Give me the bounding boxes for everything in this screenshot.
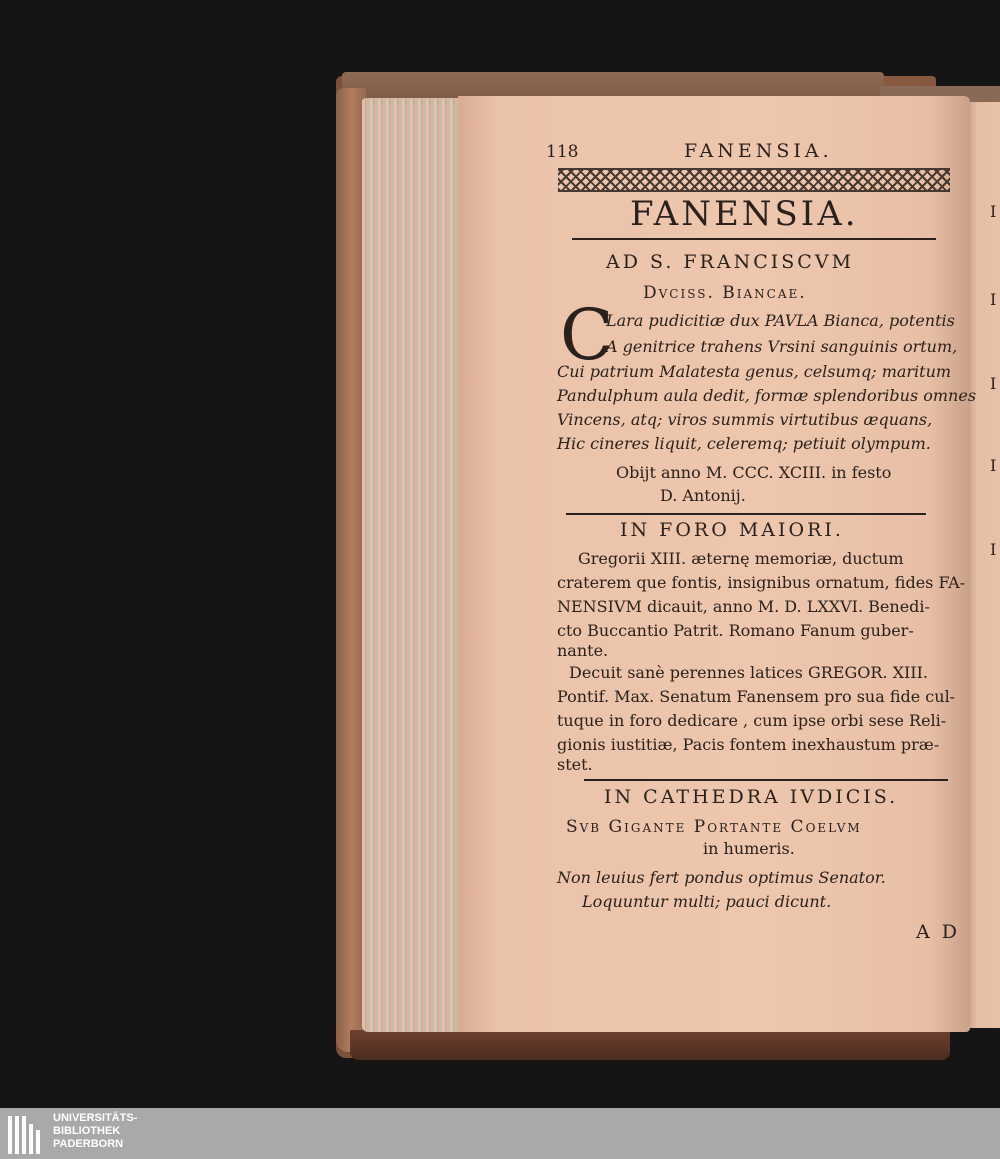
- prose-line: tuque in foro dedicare , cum ipse orbi sese Reli-: [557, 711, 947, 730]
- title-rule: [572, 238, 936, 240]
- prose-line: gionis iustitiæ, Pacis fontem inexhaustum præ-: [557, 735, 940, 754]
- decorative-ornament-band: [558, 168, 950, 192]
- cover-bottom-edge: [350, 1030, 950, 1060]
- library-footer-bar: [0, 1108, 1000, 1159]
- verse-line: Lara pudicitiæ dux PAVLA Bianca, potentis: [606, 311, 955, 330]
- verse-line: Non leuius fert pondus optimus Senator.: [557, 868, 886, 887]
- library-name-line: BIBLIOTHEK: [53, 1125, 121, 1137]
- verse-line: A genitrice trahens Vrsini sanguinis ortum,: [606, 337, 958, 356]
- verse-line: Cui patrium Malatesta genus, celsumq; maritum: [557, 362, 952, 381]
- obit-line: D. Antonij.: [660, 486, 746, 505]
- facing-page-glyph: I: [990, 202, 997, 221]
- section-rule: [566, 513, 926, 515]
- facing-page-glyph: I: [990, 290, 997, 309]
- facing-page-glyph: I: [990, 540, 997, 559]
- catchword: A D: [916, 921, 960, 943]
- drop-capital: C: [560, 294, 614, 376]
- verse-line: Hic cineres liquit, celeremq; petiuit olympum.: [557, 434, 931, 453]
- prose-line: Pontif. Max. Senatum Fanensem pro sua fide cul-: [557, 687, 956, 706]
- prose-line: cto Buccantio Patrit. Romano Fanum guber-: [557, 621, 914, 640]
- facing-page-glyph: I: [990, 374, 997, 393]
- prose-line: Gregorii XIII. æternę memoriæ, ductum: [578, 549, 904, 568]
- library-name-line: UNIVERSITÄTS-: [53, 1112, 138, 1124]
- page-number: 118: [546, 142, 579, 162]
- obit-line: Obijt anno M. CCC. XCIII. in festo: [616, 463, 892, 482]
- library-name-line: PADERBORN: [53, 1138, 124, 1150]
- prose-line: craterem que fontis, insignibus ornatum, fides FA-: [557, 573, 966, 592]
- section-heading-francis: AD S. FRANCISCVM: [606, 251, 855, 273]
- prose-line: Decuit sanè perennes latices GREGOR. XIII.: [569, 663, 928, 682]
- page-title: FANENSIA.: [630, 194, 859, 234]
- section-rule: [584, 779, 948, 781]
- prose-line: stet.: [557, 755, 593, 774]
- running-head: FANENSIA.: [684, 140, 833, 162]
- section-sub-line: in humeris.: [703, 839, 795, 858]
- library-logo-icon: [8, 1114, 42, 1154]
- prose-line: NENSIVM dicauit, anno M. D. LXXVI. Benedi-: [557, 597, 930, 616]
- page-stack-edges: [362, 98, 466, 1032]
- verse-line: Loquuntur multi; pauci dicunt.: [582, 892, 832, 911]
- library-name: [53, 1112, 137, 1151]
- section-sub-line: Svb Gigante Portante Coelvm: [566, 817, 862, 837]
- prose-line: nante.: [557, 641, 609, 660]
- section-subheading-biancae: Dvciss. Biancae.: [643, 283, 807, 303]
- verse-line: Pandulphum aula dedit, formæ splendoribus omnes: [557, 386, 977, 405]
- facing-page-glyph: I: [990, 456, 997, 475]
- section-heading-foro: IN FORO MAIORI.: [620, 519, 844, 541]
- section-heading-cathedra: IN CATHEDRA IVDICIS.: [604, 786, 899, 808]
- verse-line: Vincens, atq; viros summis virtutibus æquans,: [557, 410, 933, 429]
